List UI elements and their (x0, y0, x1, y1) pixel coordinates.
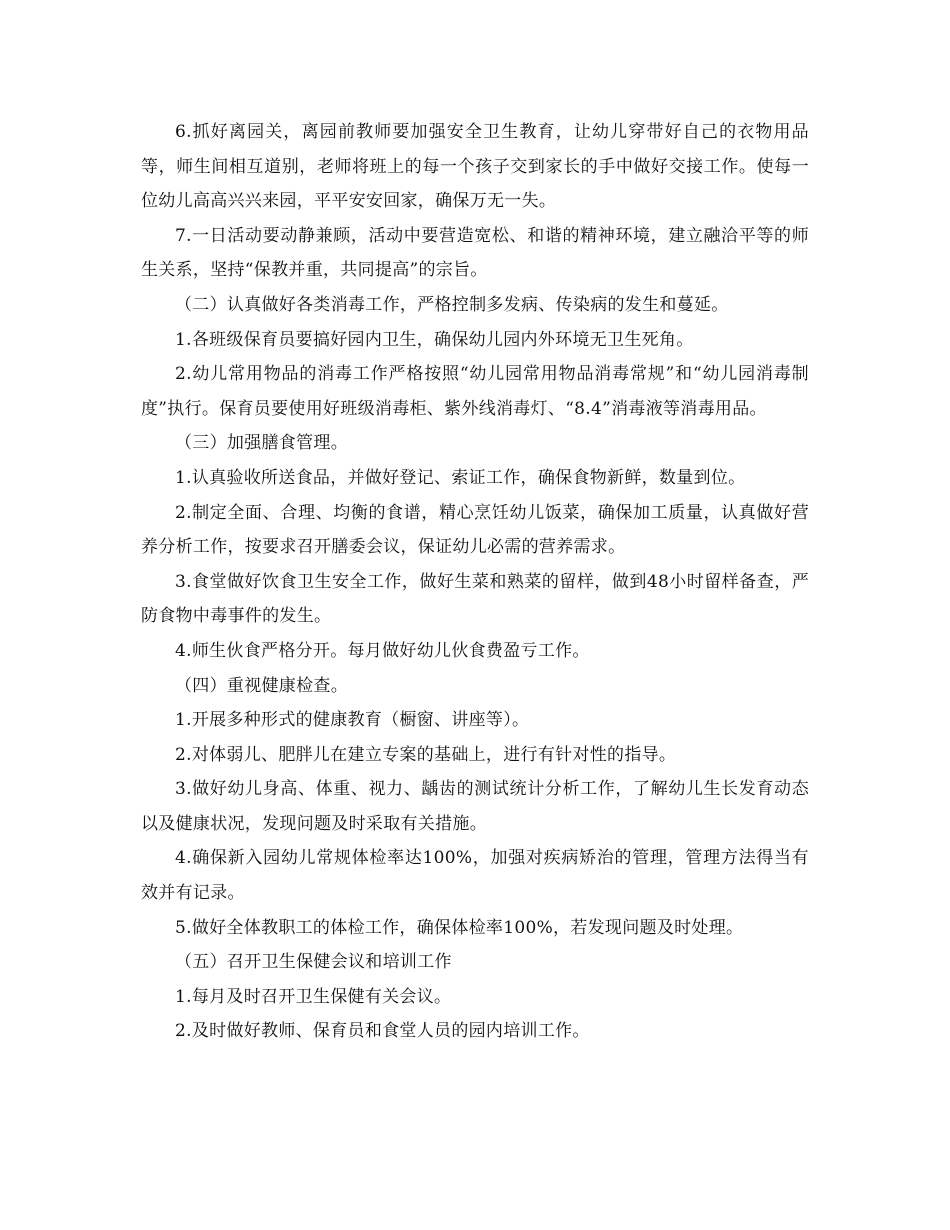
paragraph-meals-4: 4.师生伙食严格分开。每月做好幼儿伙食费盈亏工作。 (175, 640, 590, 661)
section-heading-meals: （三）加强膳食管理。 (175, 433, 348, 454)
paragraph-meals-1: 1.认真验收所送食品，并做好登记、索证工作，确保食物新鲜，数量到位。 (175, 467, 746, 488)
section-heading-health-check: （四）重视健康检查。 (175, 675, 348, 696)
paragraph-health-2: 2.对体弱儿、肥胖儿在建立专案的基础上，进行有针对性的指导。 (175, 744, 677, 765)
paragraph-health-5: 5.做好全体教职工的体检工作，确保体检率100%，若发现问题及时处理。 (175, 917, 744, 938)
paragraph-health-4: 4.确保新入园幼儿常规体检率达100%，加强对疾病矫治的管理，管理方法得当有效并有记录。 (141, 848, 809, 904)
section-heading-meetings-training: （五）召开卫生保健会议和培训工作 (175, 952, 452, 973)
document-body (141, 115, 809, 1049)
paragraph-health-3: 3.做好幼儿身高、体重、视力、龋齿的测试统计分析工作，了解幼儿生长发育动态以及健康状况，发现问题及时采取有关措施。 (141, 779, 809, 834)
paragraph-meals-3: 3.食堂做好饮食卫生安全工作，做好生菜和熟菜的留样，做到48小时留样备查，严防食物中毒事件的发生。 (141, 571, 809, 627)
paragraph-meetings-2: 2.及时做好教师、保育员和食堂人员的园内培训工作。 (175, 1021, 590, 1042)
paragraph-disinfection-2: 2.幼儿常用物品的消毒工作严格按照“幼儿园常用物品消毒常规”和“幼儿园消毒制度”执行。保育员要使用好班级消毒柜、紫外线消毒灯、“8.4”消毒液等消毒用品。 (141, 364, 809, 419)
paragraph-meetings-1: 1.每月及时召开卫生保健有关会议。 (175, 986, 452, 1007)
paragraph-health-1: 1.开展多种形式的健康教育（橱窗、讲座等）。 (175, 710, 530, 731)
section-heading-disinfection: （二）认真做好各类消毒工作，严格控制多发病、传染病的发生和蔓延。 (175, 294, 729, 315)
paragraph-item-7-daily-activities: 7.一日活动要动静兼顾，活动中要营造宽松、和谐的精神环境，建立融洽平等的师生关系，坚持“保教并重，共同提高”的宗旨。 (141, 225, 809, 281)
paragraph-meals-2: 2.制定全面、合理、均衡的食谱，精心烹饪幼儿饭菜，确保加工质量，认真做好营养分析工作，按要求召开膳委会议，保证幼儿必需的营养需求。 (141, 502, 809, 558)
paragraph-disinfection-1: 1.各班级保育员要搞好园内卫生，确保幼儿园内外环境无卫生死角。 (175, 329, 694, 350)
paragraph-item-6-departure: 6.抓好离园关，离园前教师要加强安全卫生教育，让幼儿穿带好自己的衣物用品等，师生间相互道别，老师将班上的每一个孩子交到家长的手中做好交接工作。使每一位幼儿高高兴兴来园，平平安安回家，确保万无一失。 (141, 122, 809, 212)
